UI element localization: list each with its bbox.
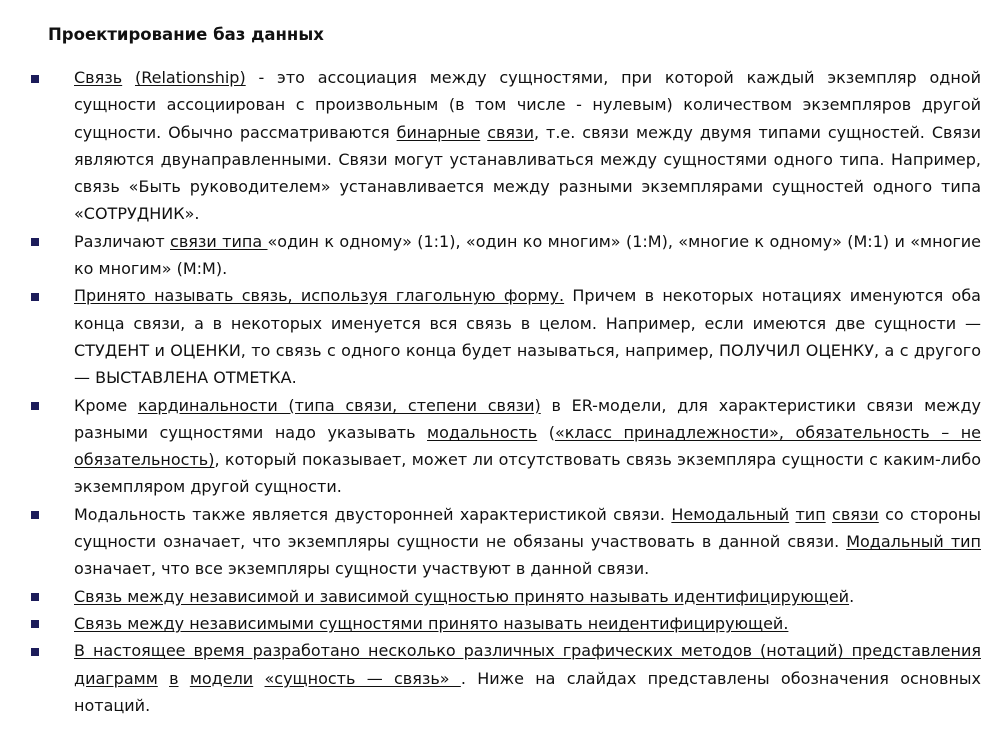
underlined-text: (Relationship) (134, 68, 246, 87)
underlined-text: Связь между независимыми сущностями принято называть неидентифицирующей. (74, 613, 789, 633)
underlined-text: Немодальный (671, 504, 790, 524)
text-segment: , который показывает, может ли отсутствовать связь экземпляра сущности с каким-либо экземпляром другой сущности. (74, 450, 981, 497)
underlined-text: В настоящее время разработано несколько различных графических методов (нотаций) представления диаграмм (74, 641, 981, 688)
bullet-item (31, 583, 981, 610)
square-bullet-icon (31, 593, 39, 601)
bullet-item (31, 637, 981, 719)
text-segment: означает, что все экземпляры сущности участвуют в данной связи. (74, 559, 650, 579)
underlined-text: тип (795, 504, 826, 524)
text-segment: . Ниже на слайдах представлены обозначения основных нотаций. (74, 668, 982, 715)
text-segment (158, 669, 169, 688)
text-segment: . (849, 586, 855, 606)
text-segment: Различают (74, 231, 171, 251)
text-segment: со стороны сущности означает, что экземпляры сущности не обязаны участвовать в данной связи. (74, 504, 982, 552)
bullet-list (31, 64, 981, 719)
underlined-text: Принято называть связь, используя глагольную форму. (74, 286, 565, 306)
square-bullet-icon (31, 511, 39, 519)
bullet-item (31, 501, 981, 583)
square-bullet-icon (31, 402, 39, 410)
text-segment (253, 669, 264, 688)
text-segment: «один к одному» (1:1), «один ко многим» (1:M), «многие к одному» (M:1) и «многие ко многим» (M:M). (74, 231, 982, 279)
underlined-text: Связь (74, 68, 123, 87)
underlined-text: в (169, 668, 179, 688)
underlined-text: «класс принадлежности», обязательность – не обязательность) (74, 422, 982, 470)
text-segment: в ER-модели, для характеристики связи между разными сущностями надо указывать (74, 395, 981, 442)
text-segment: , т.е. связи между двумя типами сущностей. Связи являются двунаправленными. Связи могут устанавливаться между сущностями одного типа. Например, связь «Быть руководителем» устанавливается между разными экземплярами сущностей одного типа «СОТРУДНИК». (74, 122, 981, 224)
bullet-item (31, 610, 981, 637)
square-bullet-icon (31, 293, 39, 301)
underlined-text: Связь между независимой и зависимой сущностью принято называть идентифицирующей (74, 586, 850, 606)
underlined-text: связи (832, 504, 879, 524)
underlined-text: связи типа (170, 231, 268, 251)
underlined-text: модели (189, 668, 254, 688)
bullet-item (31, 392, 981, 501)
text-segment: Модальность также является двусторонней характеристикой связи. (74, 504, 672, 524)
underlined-text: «сущность — связь» (264, 668, 461, 688)
text-segment: Кроме (74, 395, 138, 415)
underlined-text: бинарные (396, 122, 481, 142)
bullet-item (31, 282, 981, 391)
square-bullet-icon (31, 238, 39, 246)
text-segment: ( (537, 422, 555, 442)
underlined-text: связи (487, 122, 534, 142)
text-segment (179, 669, 190, 688)
square-bullet-icon (31, 648, 39, 656)
text-segment: - это ассоциация между сущностями, при которой каждый экземпляр одной сущности ассоциирован с произвольным (в том числе - нулевым) количеством экземпляров другой сущности. Обычно рассматриваются (74, 68, 981, 142)
underlined-text: кардинальности (типа связи, степени связи) (137, 395, 541, 415)
slide-title: Проектирование баз данных (48, 25, 324, 44)
underlined-text: модальность (427, 422, 538, 442)
square-bullet-icon (31, 620, 39, 628)
text-segment: Причем в некоторых нотациях именуются оба конца связи, а в некоторых именуется вся связь в целом. Например, если имеются две сущности — СТУДЕНТ и ОЦЕНКИ, то связь с одного конца будет называться, например, ПОЛУЧИЛ ОЦЕНКУ, а с другого — ВЫСТАВЛЕНА ОТМЕТКА. (74, 286, 981, 388)
underlined-text: Модальный тип (846, 532, 982, 552)
bullet-item (31, 228, 981, 283)
bullet-item (31, 64, 981, 228)
square-bullet-icon (31, 75, 39, 83)
text-segment (122, 68, 135, 87)
